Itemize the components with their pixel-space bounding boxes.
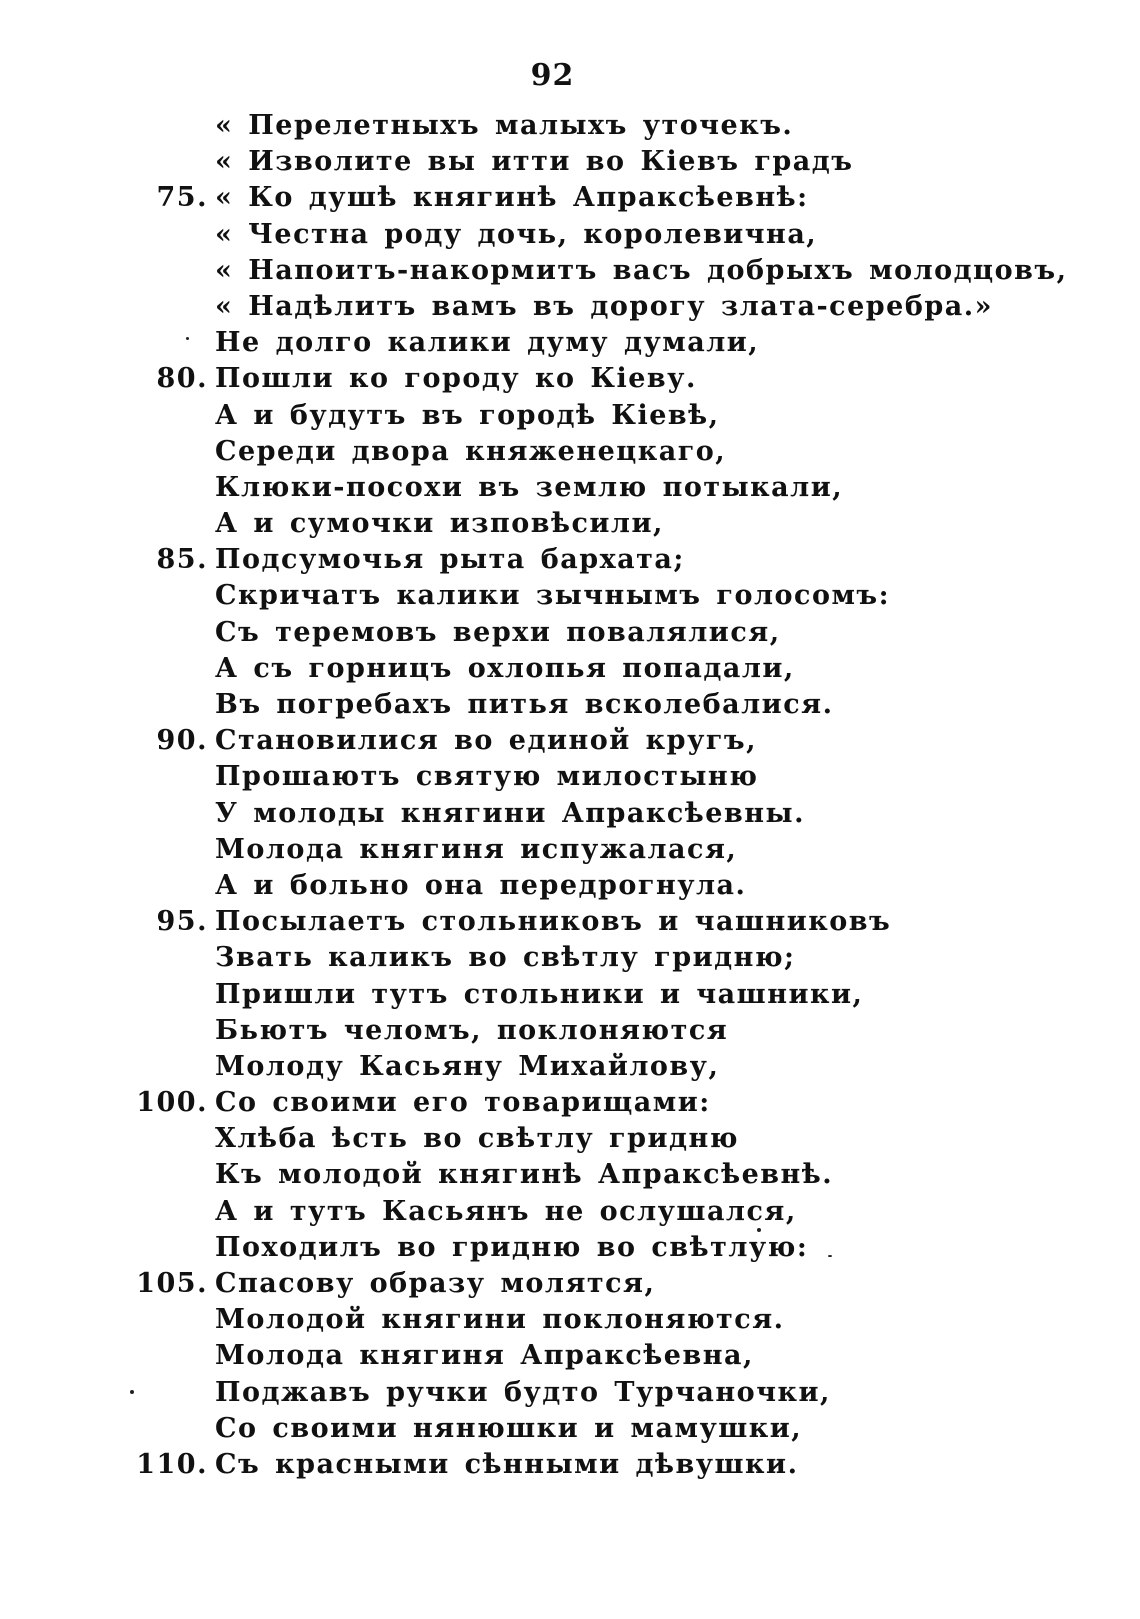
verse-line — [0, 687, 1140, 723]
line-number: 85. — [156, 544, 208, 576]
verse-line — [0, 289, 1140, 325]
verse-text: « Надѣлитъ вамъ въ дорогу злата-серебра.» — [215, 290, 994, 322]
line-number: 80. — [156, 363, 208, 395]
verse-line — [0, 506, 1140, 542]
verse-line — [0, 1121, 1140, 1157]
line-number: 100. — [136, 1087, 208, 1119]
verse-line — [0, 868, 1140, 904]
verse-text: Не долго калики думу думали, — [215, 327, 760, 359]
verse-line — [0, 434, 1140, 470]
line-number: 90. — [156, 725, 208, 757]
line-number: 110. — [136, 1448, 208, 1480]
verse-text: А съ горницъ охлопья попадали, — [215, 652, 795, 684]
verse-text: Пришли тутъ стольники и чашники, — [215, 978, 864, 1010]
verse-text: « Изволите вы итти во Кіевъ градъ — [215, 146, 854, 178]
verse-text: Молодой княгини поклоняются. — [215, 1304, 785, 1336]
verse-text: Съ красными сѣнными дѣвушки. — [215, 1448, 799, 1480]
verse-text: Середи двора княженецкаго, — [215, 435, 727, 467]
verse-text: Клюки-посохи въ землю потыкали, — [215, 471, 844, 503]
verse-line — [0, 398, 1140, 434]
verse-text: Хлѣба ѣсть во свѣтлу гридню — [215, 1123, 739, 1155]
verse-text: Пошли ко городу ко Кіеву. — [215, 363, 697, 395]
verse-line — [0, 1266, 1140, 1302]
poem-text — [0, 108, 1140, 1483]
verse-text: « Перелетныхъ малыхъ уточекъ. — [215, 110, 794, 141]
verse-line — [0, 1375, 1140, 1411]
verse-line — [0, 1447, 1140, 1483]
verse-text: Молода княгиня Апраксѣевна, — [215, 1340, 754, 1372]
verse-text: Со своими нянюшки и мамушки, — [215, 1412, 803, 1444]
verse-text: Съ теремовъ верхи повалялися, — [215, 616, 781, 648]
verse-text: « Напоитъ-накормитъ васъ добрыхъ молодцовъ, — [215, 254, 1068, 286]
verse-line — [0, 1411, 1140, 1447]
verse-text: Со своими его товарищами: — [215, 1087, 711, 1119]
verse-text: А и больно она передрогнула. — [215, 869, 747, 901]
verse-line — [0, 470, 1140, 506]
line-number: 75. — [156, 182, 208, 214]
verse-text: Спасову образу молятся, — [215, 1268, 656, 1299]
ink-speck — [828, 1255, 832, 1257]
verse-line — [0, 578, 1140, 614]
verse-line — [0, 1230, 1140, 1266]
verse-line — [0, 904, 1140, 940]
verse-text: Посылаетъ стольниковъ и чашниковъ — [215, 906, 892, 938]
verse-line — [0, 977, 1140, 1013]
verse-line — [0, 940, 1140, 976]
verse-line — [0, 1049, 1140, 1085]
verse-text: Бьютъ челомъ, поклоняются — [215, 1014, 729, 1046]
verse-line — [0, 759, 1140, 795]
verse-text: « Честна роду дочь, королевична, — [215, 218, 818, 250]
line-number: 105. — [136, 1268, 208, 1299]
verse-line — [0, 832, 1140, 868]
verse-line — [0, 361, 1140, 397]
verse-line — [0, 1302, 1140, 1338]
verse-line — [0, 180, 1140, 216]
ink-speck — [186, 337, 189, 340]
verse-text: Къ молодой княгинѣ Апраксѣевнѣ. — [215, 1159, 834, 1191]
verse-text: Скричатъ калики зычнымъ голосомъ: — [215, 580, 891, 612]
verse-line — [0, 651, 1140, 687]
verse-line — [0, 1085, 1140, 1121]
line-number: 95. — [156, 906, 208, 938]
verse-line — [0, 542, 1140, 578]
verse-text: Молода княгиня испужалася, — [215, 833, 738, 865]
verse-line — [0, 217, 1140, 253]
verse-line — [0, 796, 1140, 832]
verse-text: « Ко душѣ княгинѣ Апраксѣевнѣ: — [215, 182, 809, 214]
verse-line — [0, 144, 1140, 180]
verse-text: А и будутъ въ городѣ Кіевѣ, — [215, 399, 720, 431]
verse-line — [0, 253, 1140, 289]
verse-text: Походилъ во гридню во свѣтлую: — [215, 1231, 809, 1263]
verse-text: Прошаютъ святую милостыню — [215, 761, 759, 793]
verse-text: Молоду Касьяну Михайлову, — [215, 1050, 720, 1082]
verse-line — [0, 615, 1140, 651]
verse-text: А и сумочки изповѣсили, — [215, 508, 664, 540]
verse-text: Въ погребахъ питья всколебалися. — [215, 689, 834, 720]
verse-text: Поджавъ ручки будто Турчаночки, — [215, 1376, 831, 1408]
verse-text: Звать каликъ во свѣтлу гридню; — [215, 942, 796, 974]
verse-text: А и тутъ Касьянъ не ослушался, — [215, 1195, 797, 1227]
verse-line — [0, 1013, 1140, 1049]
verse-line — [0, 325, 1140, 361]
verse-line — [0, 1157, 1140, 1193]
verse-text: У молоды княгини Апраксѣевны. — [215, 797, 805, 829]
verse-line — [0, 1194, 1140, 1230]
verse-line — [0, 108, 1140, 144]
ink-speck — [130, 1390, 134, 1394]
verse-text: Становилися во единой кругъ, — [215, 725, 758, 757]
verse-line — [0, 723, 1140, 759]
ink-speck — [757, 1228, 761, 1232]
verse-line — [0, 1338, 1140, 1374]
page-number: 92 — [530, 58, 575, 93]
verse-text: Подсумочья рыта бархата; — [215, 544, 685, 576]
